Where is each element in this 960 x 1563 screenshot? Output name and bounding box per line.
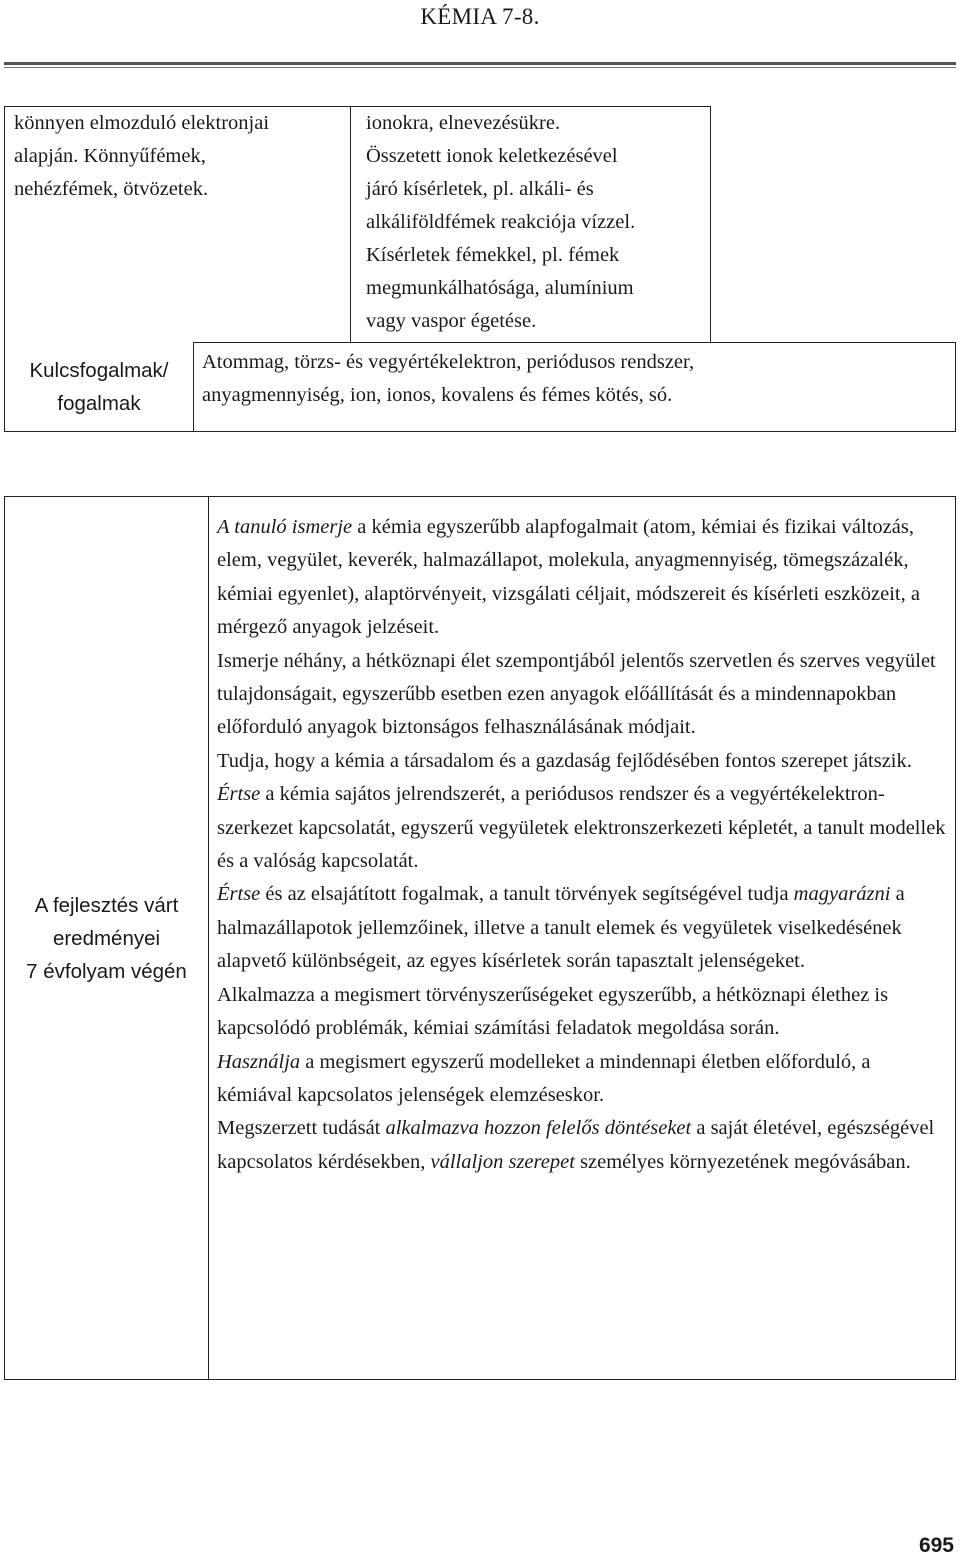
outcome-paragraph: [217, 878, 949, 978]
table-cell-spacer: [4, 322, 194, 342]
text-line: nehézfémek, ötvözetek.: [14, 178, 209, 200]
paragraph-text: személyes környezetének megóvásában.: [574, 1150, 911, 1173]
label-line: eredményei: [52, 926, 161, 950]
paragraph-text: a halmazállapotok jellemzőinek, illetve a tanult elemek és vegyületek viselkedésének alapvető különbségeit, az egyes kísérletek során tapasztalt jelenségeket.: [217, 883, 905, 973]
header-divider: [4, 62, 956, 65]
italic-phrase: magyarázni: [793, 883, 891, 906]
paragraph-text: a kémia egyszerűbb alapfogalmait (atom, kémiai és fizikai változás, elem, vegyület, keverék, halmazállapot, molekula, anyagmennyiség, tömegszázalék, kémiai egyenlet), alaptörvényeit, vizsgálati céljait, módszereit és kísérleti eszközeit, a mérgező anyagok jelzéseit.: [217, 516, 920, 639]
outcome-paragraph: Ismerje néhány, a hétköznapi élet szempontjából jelentős szervetlen és szerves vegyület tulajdonságait, egyszerűbb esetben ezen anyagok előállítását és a mindennapokban előforduló anyagok biztonságos felhasználásának módjait.: [217, 649, 936, 739]
outcome-paragraph: Tudja, hogy a kémia a társadalom és a gazdaság fejlődésében fontos szerepet játszik.: [217, 749, 912, 772]
key-concepts-label: [4, 342, 194, 432]
label-line: 7 évfolyam végén: [26, 959, 187, 983]
italic-phrase: alkalmazva hozzon felelős döntéseket: [385, 1117, 692, 1140]
outcome-paragraph: [217, 1112, 949, 1179]
italic-phrase: vállaljon szerepet: [430, 1150, 575, 1173]
key-concepts-content: [193, 342, 956, 432]
paragraph-text: a saját életével, egészségével kapcsolatos kérdésekben,: [217, 1117, 935, 1173]
italic-phrase: Értse: [217, 883, 261, 906]
text-line: könnyen elmozduló elektronjai: [14, 112, 270, 134]
header-divider-thin: [4, 67, 956, 68]
outcome-paragraph: [217, 778, 949, 878]
text-line: ionokra, elnevezésükre.: [366, 112, 561, 134]
content-cell-middle: [350, 106, 711, 342]
outcome-paragraph: Alkalmazza a megismert törvényszerűségeket egyszerűbb, a hétköznapi élethez is kapcsolódó problémák, kémiai számítási feladatok megoldása során.: [217, 983, 889, 1040]
text-line: Összetett ionok keletkezésével: [366, 145, 618, 167]
paragraph-text: a kémia sajátos jelrendszerét, a periódusos rendszer és a vegyértékelektron-szerkezet kapcsolatát, egyszerű vegyületek elektronszerkezeti képletét, a tanult modellek és a valóság kapcsolatát.: [217, 783, 946, 873]
italic-phrase: Értse: [217, 783, 261, 806]
paragraph-text: a megismert egyszerű modelleket a mindennapi életben előforduló, a kémiával kapcsolatos jelenségek elemzéseskor.: [217, 1050, 871, 1106]
outcomes-label: [4, 496, 209, 1380]
outcome-paragraph: [217, 511, 949, 645]
label-line: Kulcsfogalmak/: [29, 358, 169, 382]
text-line: alkáliföldfémek reakciója vízzel.: [366, 211, 636, 233]
page-header-title: KÉMIA 7-8.: [420, 4, 540, 29]
label-line: fogalmak: [57, 391, 141, 415]
text-line: anyagmennyiség, ion, ionos, kovalens és fémes kötés, só.: [202, 384, 673, 406]
outcomes-content: [208, 496, 956, 1380]
text-line: vagy vaspor égetése.: [366, 310, 537, 332]
italic-phrase: Használja: [217, 1050, 301, 1073]
text-line: járó kísérletek, pl. alkáli- és: [366, 178, 594, 200]
text-line: alapján. Könnyűfémek,: [14, 145, 206, 167]
outcome-paragraph: [217, 1046, 949, 1113]
label-line: A fejlesztés várt: [34, 893, 179, 917]
paragraph-text: Megszerzett tudását: [217, 1117, 386, 1140]
italic-phrase: A tanuló ismerje: [217, 516, 353, 538]
text-line: Kísérletek fémekkel, pl. fémek: [366, 244, 620, 266]
page-number: 695: [918, 1534, 954, 1557]
text-line: megmunkálhatósága, alumínium: [366, 277, 634, 299]
content-cell-left: [4, 106, 350, 322]
paragraph-text: és az elsajátított fogalmak, a tanult törvények segítségével tudja: [260, 883, 794, 906]
text-line: Atommag, törzs- és vegyértékelektron, periódusos rendszer,: [202, 351, 695, 373]
